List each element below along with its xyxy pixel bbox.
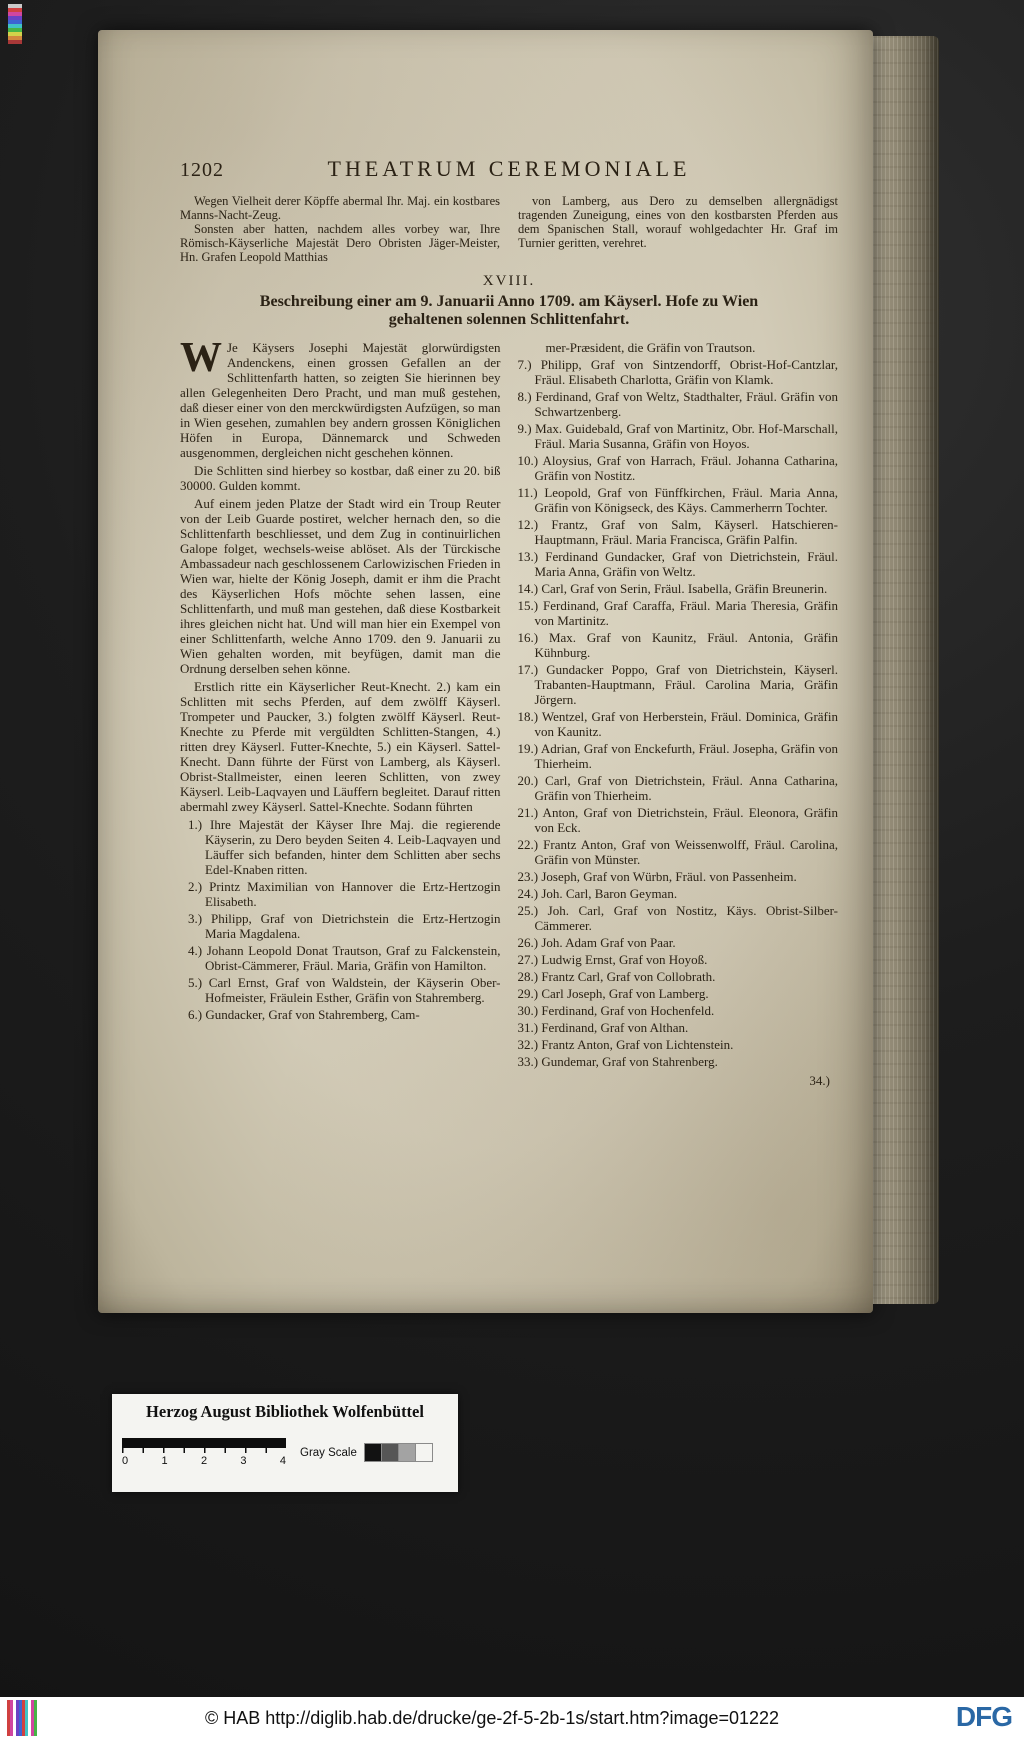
procession-entry: 7.) Philipp, Graf von Sintzendorff, Obrist-Hof-Cantzlar, Fräul. Elisabeth Charlotta, Gräfin von Klamk. xyxy=(517,357,838,387)
procession-entry: 22.) Frantz Anton, Graf von Weissenwolff, Fräul. Carolina, Gräfin von Münster. xyxy=(517,837,838,867)
running-title: THEATRUM CEREMONIALE xyxy=(327,156,691,181)
section-number: XVIII. xyxy=(482,273,536,289)
procession-entry: 24.) Joh. Carl, Baron Geyman. xyxy=(517,886,678,901)
color-chip xyxy=(34,1700,37,1736)
continuation-line: mer-Præsident, die Gräfin von Trautson. xyxy=(545,340,756,355)
procession-entry: 12.) Frantz, Graf von Salm, Käyserl. Hatschieren-Hauptmann, Fräul. Maria Francisca, Gräfin Palfin. xyxy=(517,517,838,547)
procession-entry: 19.) Adrian, Graf von Enckefurth, Fräul. Josepha, Gräfin von Thierheim. xyxy=(517,741,838,771)
footer-bar xyxy=(0,1697,1024,1739)
catchword: 34.) xyxy=(809,1073,830,1088)
body-paragraph: Auf einem jeden Platze der Stadt wird ein Troup Reuter von der Leib Guarde postiret, welcher hernach den, so die Schlittenfarth beschliesset, und dem Zug in continuirlichen Galope folget, wechsels-weise ablöset. Als der Türckische Ambassadeur nach geschlossenem Carlowizischen Frieden in Wien war, hielte der König Joseph, damit er ihm die Pracht des Käyserlichen Hofs möchte sehen lassen, eine Schlittenfarth, und muß man gestehen, daß diese Kostbarkeit ihres gleichen nicht hat. Und will man hier ein Exempel von einer Schlittenfarth, welche Anno 1709. den 9. Januarii zu Wien gehalten worden, mit beyfügen, damit man die Ordnung derselben sehen könne. xyxy=(180,496,501,676)
drop-cap-initial: W xyxy=(180,335,222,381)
procession-entry: 5.) Carl Ernst, Graf von Waldstein, der Käyserin Ober-Hofmeister, Fräulein Esther, Gräfin von Stahremberg. xyxy=(188,975,501,1005)
procession-entry: 28.) Frantz Carl, Graf von Collobrath. xyxy=(517,969,716,984)
procession-entry: 26.) Joh. Adam Graf von Paar. xyxy=(517,935,676,950)
opening-paragraph-text: Je Käysers Josephi Majestät glorwürdigsten Andenckens, einen grossen Gefallen an der Schlittenfarth hatten, so zeigten Sie hierinnen bey allen Gelegenheiten Dero Pracht, und man muß gestehen, daß dieser einer von den merckwürdigsten Aufzügen, so man in Wien gesehen, zumahlen bey andern grossen Königlichen Höfen in Europa, Dännemarck und Schweden ausgenommen, dergleichen nicht geschehen können. xyxy=(180,340,501,460)
section-title-line1: Beschreibung einer am 9. Januarii Anno 1709. am Käyserl. Hofe zu Wien xyxy=(259,293,759,310)
page-content xyxy=(180,30,838,1313)
gray-scale-chips xyxy=(365,1443,433,1462)
left-text-column xyxy=(180,335,501,1088)
body-paragraph: Die Schlitten sind hierbey so kostbar, daß einer zu 20. biß 30000. Gulden kommt. xyxy=(180,463,501,493)
procession-entry: 29.) Carl Joseph, Graf von Lamberg. xyxy=(517,986,709,1001)
procession-entry: 8.) Ferdinand, Graf von Weltz, Stadthalter, Fräul. Gräfin von Schwartzenberg. xyxy=(517,389,838,419)
ruler-number: 4 xyxy=(279,1455,286,1467)
procession-entry: 27.) Ludwig Ernst, Graf von Hoyoß. xyxy=(517,952,708,967)
ruler-numbers xyxy=(122,1455,286,1467)
page-number: 1202 xyxy=(180,159,224,181)
intro-right-column xyxy=(518,194,838,264)
procession-entry: 15.) Ferdinand, Graf Caraffa, Fräul. Maria Theresia, Gräfin von Martinitz. xyxy=(517,598,838,628)
ruler-number: 2 xyxy=(200,1455,208,1467)
procession-entry: 4.) Johann Leopold Donat Trautson, Graf zu Falckenstein, Obrist-Cämmerer, Fräul. Maria, Gräfin von Hamilton. xyxy=(188,943,501,973)
main-text-columns xyxy=(180,335,838,1088)
ruler-number: 0 xyxy=(122,1455,129,1467)
library-name: Herzog August Bibliothek Wolfenbüttel xyxy=(146,1402,424,1421)
library-reference-card xyxy=(112,1394,458,1492)
calibration-row xyxy=(122,1438,448,1467)
color-calibration-strip-top xyxy=(8,4,22,44)
intro-left-column xyxy=(180,194,500,264)
scanned-page xyxy=(98,30,873,1313)
page-header xyxy=(180,156,838,186)
ruler-bar xyxy=(122,1438,286,1448)
procession-list-1-6 xyxy=(188,817,501,1022)
color-calibration-strip-bottom xyxy=(7,1700,37,1736)
intro-paragraph: Wegen Vielheit derer Köpffe abermal Ihr. Maj. ein kostbares Manns-Nacht-Zeug. xyxy=(180,194,500,222)
procession-entry: 21.) Anton, Graf von Dietrichstein, Fräul. Eleonora, Gräfin von Eck. xyxy=(517,805,838,835)
procession-entry: 25.) Joh. Carl, Graf von Nostitz, Käys. Obrist-Silber-Cämmerer. xyxy=(517,903,838,933)
ruler-number: 3 xyxy=(240,1455,247,1467)
procession-entry: 3.) Philipp, Graf von Dietrichstein die Ertz-Hertzogin Maria Magdalena. xyxy=(188,911,501,941)
gray-scale-label: Gray Scale xyxy=(300,1446,357,1459)
section-title xyxy=(180,293,838,329)
color-chip xyxy=(364,1443,382,1462)
procession-entry: 32.) Frantz Anton, Graf von Lichtenstein. xyxy=(517,1037,734,1052)
procession-entry: 20.) Carl, Graf von Dietrichstein, Fräul. Anna Catharina, Gräfin von Thierheim. xyxy=(517,773,838,803)
color-chip xyxy=(415,1443,433,1462)
procession-entry: 23.) Joseph, Graf von Würbn, Fräul. von Passenheim. xyxy=(517,869,797,884)
procession-entry: 33.) Gundemar, Graf von Stahrenberg. xyxy=(517,1054,718,1069)
procession-list-7-33 xyxy=(518,357,839,1069)
color-chip xyxy=(8,40,22,44)
procession-entry: 1.) Ihre Majestät der Käyser Ihre Maj. die regierende Käyserin, zu Dero beyden Seiten 4. Leib-Laqvayen und Läuffer sich befanden, hinter dem Schlitten aber sechs Edel-Knaben ritten. xyxy=(188,817,501,877)
procession-entry: 30.) Ferdinand, Graf von Hochenfeld. xyxy=(517,1003,715,1018)
intro-columns xyxy=(180,194,838,264)
copyright-url: © HAB http://diglib.hab.de/drucke/ge-2f-5-2b-1s/start.htm?image=01222 xyxy=(204,1707,780,1728)
procession-entry: 16.) Max. Graf von Kaunitz, Fräul. Antonia, Gräfin Kühnburg. xyxy=(517,630,838,660)
procession-entry: 9.) Max. Guidebald, Graf von Martinitz, Obr. Hof-Marschall, Fräul. Maria Susanna, Gräfin von Hoyos. xyxy=(517,421,838,451)
right-text-column xyxy=(518,340,839,1088)
intro-paragraph: von Lamberg, aus Dero zu demselben allergnädigst tragenden Zuneigung, eines von den kostbarsten Pferden aus dem Spanischen Stall, worauf wohlgedachter Hr. Graf im Turnier geritten, verehret. xyxy=(518,194,838,250)
procession-entry: 10.) Aloysius, Graf von Harrach, Fräul. Johanna Catharina, Gräfin von Nostitz. xyxy=(517,453,838,483)
procession-entry: 31.) Ferdinand, Graf von Althan. xyxy=(517,1020,689,1035)
ruler-ticks xyxy=(122,1448,286,1453)
intro-paragraph: Sonsten aber hatten, nachdem alles vorbey war, Ihre Römisch-Käyserliche Majestät Dero Obristen Jäger-Meister, Hn. Grafen Leopold Matthias xyxy=(180,222,500,264)
procession-entry: 18.) Wentzel, Graf von Herberstein, Fräul. Dominica, Gräfin von Kaunitz. xyxy=(517,709,838,739)
procession-entry: 2.) Printz Maximilian von Hannover die Ertz-Hertzogin Elisabeth. xyxy=(188,879,501,909)
centimeter-ruler xyxy=(122,1438,286,1467)
dfg-logo: DFG xyxy=(955,1701,1012,1732)
ruler-number: 1 xyxy=(161,1455,168,1467)
section-title-line2: gehaltenen solennen Schlittenfahrt. xyxy=(388,311,630,328)
procession-entry: 17.) Gundacker Poppo, Graf von Dietrichstein, Käyserl. Trabanten-Hauptmann, Fräul. Carolina Maria, Gräfin Jörgern. xyxy=(517,662,838,707)
opening-paragraph xyxy=(180,335,501,460)
procession-entry: 11.) Leopold, Graf von Fünffkirchen, Fräul. Maria Anna, Gräfin von Königseck, des Käys. Cammerherrn Tochter. xyxy=(517,485,838,515)
procession-entry: 14.) Carl, Graf von Serin, Fräul. Isabella, Gräfin Breunerin. xyxy=(517,581,828,596)
procession-entry: 6.) Gundacker, Graf von Stahremberg, Cam- xyxy=(188,1007,420,1022)
body-paragraph: Erstlich ritte ein Käyserlicher Reut-Knecht. 2.) kam ein Schlitten mit sechs Pferden, auf dem zwölff Käyserl. Trompeter und Paucker, 3.) folgten zwölff Käyserl. Reut-Knechte zu Pferde mit vergüldten Schlitten-Stangen, 4.) ritten drey Käyserl. Futter-Knechte, 5.) ein Käyserl. Sattel-Knecht. Dann führte der Fürst von Lamberg, als Käyserl. Obrist-Stallmeister, einen leeren Schlitten, von zwey Käyserl. Leib-Laqvayen und Läuffern begleitet. Darauf ritten abermahl zwey Käyserl. Sattel-Knechte. Sodann führten xyxy=(180,679,501,814)
color-chip xyxy=(381,1443,399,1462)
procession-entry: 13.) Ferdinand Gundacker, Graf von Dietrichstein, Fräul. Maria Anna, Gräfin von Weltz. xyxy=(517,549,838,579)
book-fore-edge xyxy=(873,36,939,1304)
color-chip xyxy=(398,1443,416,1462)
